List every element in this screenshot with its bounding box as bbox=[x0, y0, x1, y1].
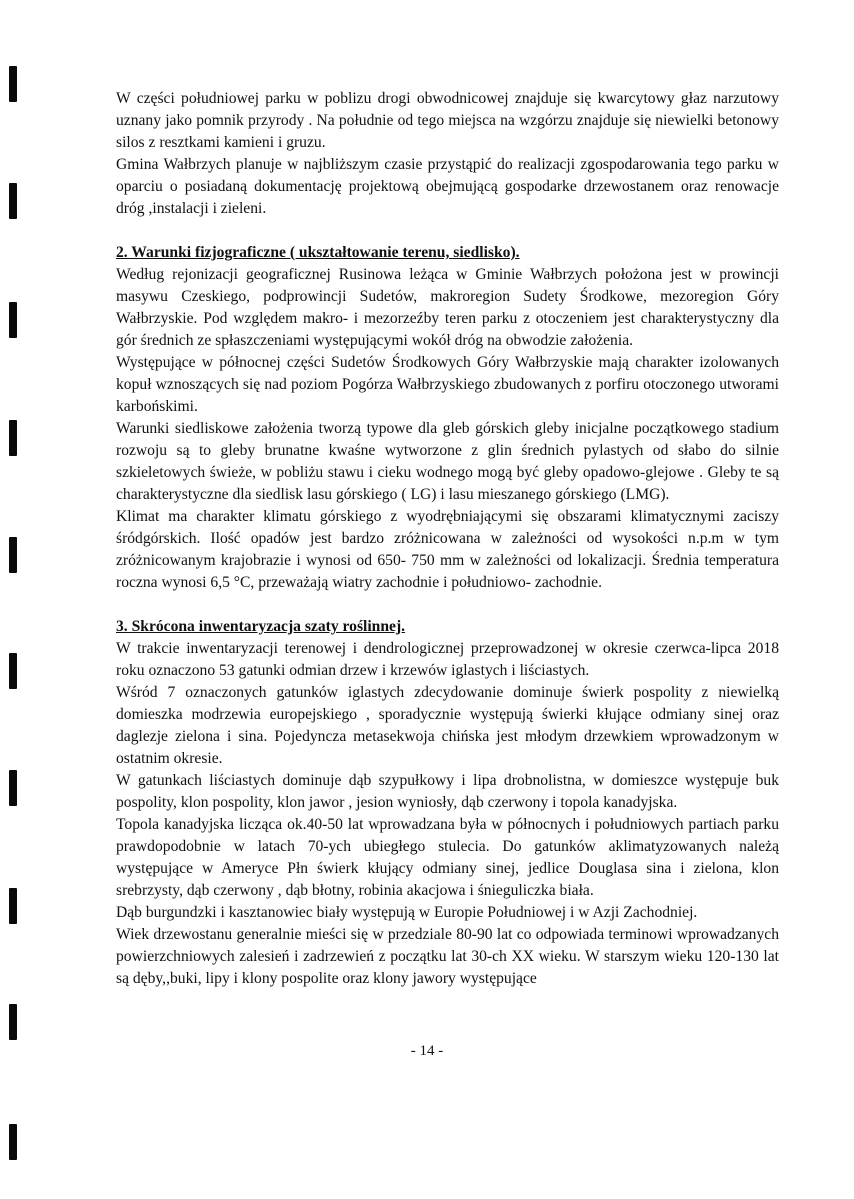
binder-hole-mark bbox=[9, 537, 17, 573]
paragraph: Gmina Wałbrzych planuje w najbliższym czasie przystąpić do realizacji zgospodarowania tego parku w oparciu o posiadaną dokumentację projektową obejmującą gospodarke drzewostanem oraz renowacje dróg ,instalacji i zieleni. bbox=[116, 156, 779, 217]
section-heading-inwentaryzacja: 3. Skrócona inwentaryzacja szaty roślinnej. bbox=[116, 618, 406, 635]
page-number: - 14 - bbox=[410, 1043, 444, 1059]
binder-hole-mark bbox=[9, 888, 17, 924]
binder-hole-mark bbox=[9, 1004, 17, 1040]
paragraph: Wiek drzewostanu generalnie mieści się w przedziale 80-90 lat co odpowiada terminowi wprowadzanych powierzchniowych zalesień i zadrzewień z początku lat 30-ch XX wieku. W starszym wieku 120-130 lat są dęby,,buki, lipy i klony pospolite oraz klony jawory występujące bbox=[116, 926, 779, 987]
section-3-body bbox=[116, 638, 779, 990]
section-heading-fizjografia: 2. Warunki fizjograficzne ( ukształtowanie terenu, siedlisko). bbox=[116, 244, 520, 261]
paragraph: Klimat ma charakter klimatu górskiego z wyodrębniającymi się obszarami klimatycznymi zaciszy śródgórskich. Ilość opadów jest bardzo zróżnicowana w zależności od wysokości n.p.m w tym zróżnicowanym krajobrazie i wynosi od 650- 750 mm w zależności od lokalizacji. Średnia temperatura roczna wynosi 6,5 °C, przeważają wiatry zachodnie i południowo- zachodnie. bbox=[116, 508, 779, 591]
paragraph: Dąb burgundzki i kasztanowiec biały występują w Europie Południowej i w Azji Zachodniej. bbox=[116, 904, 698, 921]
binder-hole-mark bbox=[9, 302, 17, 338]
paragraph: W części południowej parku w poblizu drogi obwodnicowej znajduje się kwarcytowy głaz narzutowy uznany jako pomnik przyrody . Na południe od tego miejsca na wzgórzu znajduje się niewielki betonowy silos z resztkami kamieni i gruzu. bbox=[116, 90, 779, 151]
document-page bbox=[116, 88, 779, 990]
paragraph: Występujące w północnej części Sudetów Środkowych Góry Wałbrzyskie mają charakter izolowanych kopuł wznoszących się nad poziom Pogórza Wałbrzyskiego zbudowanych z porfiru otoczonego utworami karbońskimi. bbox=[116, 354, 779, 415]
binder-hole-mark bbox=[9, 420, 17, 456]
binder-hole-mark bbox=[9, 183, 17, 219]
section-1-body bbox=[116, 88, 779, 220]
paragraph: Wśród 7 oznaczonych gatunków iglastych zdecydowanie dominuje świerk pospolity z niewielką domieszka modrzewia europejskiego , sporadycznie występują świerki kłujące odmiany sinej oraz daglezje zielona i sina. Pojedyncza metasekwoja chińska jest młodym drzewkiem wprowadzonym w ostatnim okresie. bbox=[116, 684, 779, 767]
paragraph: W trakcie inwentaryzacji terenowej i dendrologicznej przeprowadzonej w okresie czerwca-lipca 2018 roku oznaczono 53 gatunki odmian drzew i krzewów iglastych i liściastych. bbox=[116, 640, 779, 679]
paragraph: Warunki siedliskowe założenia tworzą typowe dla gleb górskich gleby inicjalne początkowego stadium rozwoju są to gleby brunatne kwaśne wytworzone z glin średnich pylastych od słabo do silnie szkieletowych świeże, w pobliżu stawu i cieku wodnego mogą być gleby opadowo-glejowe . Gleby te są charakterystyczne dla siedlisk lasu górskiego ( LG) i lasu mieszanego górskiego (LMG). bbox=[116, 420, 779, 503]
section-2-body bbox=[116, 264, 779, 594]
binder-hole-mark bbox=[9, 770, 17, 806]
binder-hole-mark bbox=[9, 1124, 17, 1160]
paragraph: Według rejonizacji geograficznej Rusinowa leżąca w Gminie Wałbrzych położona jest w prowincji masywu Czeskiego, podprowincji Sudetów, makroregion Sudety Środkowe, mezoregion Góry Wałbrzyskie. Pod względem makro- i mezorzeźby teren parku z otoczeniem jest charakterystyczny dla gór średnich ze spłaszczeniami występującymi wokół dróg na obwodzie założenia. bbox=[116, 266, 779, 349]
paragraph: Topola kanadyjska licząca ok.40-50 lat wprowadzana była w północnych i południowych partiach parku prawdopodobnie w latach 70-ych ubiegłego stulecia. Do gatunków aklimatyzowanych należą występujące w Ameryce Płn świerk kłujący odmiany sinej, jedlice Douglasa sina i zielona, klon srebrzysty, dąb czerwony , dąb błotny, robinia akacjowa i śnieguliczka biała. bbox=[116, 816, 779, 899]
binder-hole-mark bbox=[9, 66, 17, 102]
binder-hole-mark bbox=[9, 653, 17, 689]
paragraph: W gatunkach liściastych dominuje dąb szypułkowy i lipa drobnolistna, w domieszce występuje buk pospolity, klon pospolity, klon jawor , jesion wyniosły, dąb czerwony i topola kanadyjska. bbox=[116, 772, 779, 811]
